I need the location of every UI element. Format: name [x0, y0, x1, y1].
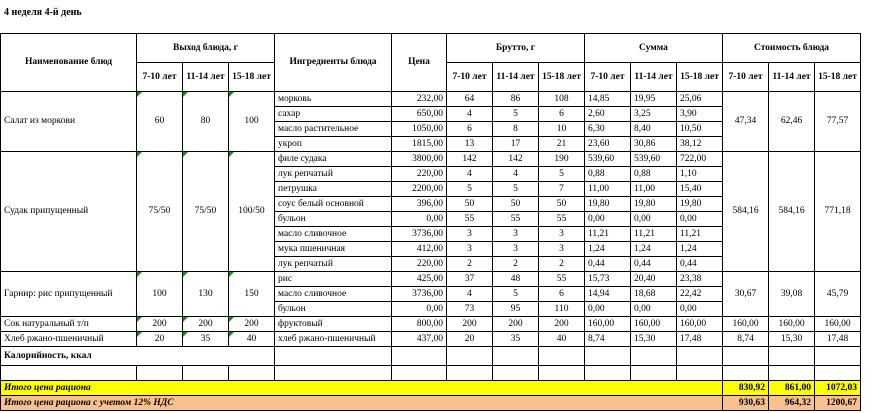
ingredient-brutto: 50 [447, 197, 493, 212]
ingredient-brutto: 64 [447, 92, 493, 107]
dish-output: 35 [183, 332, 229, 347]
ingredient-sum: 30,86 [631, 137, 677, 152]
empty-cell [392, 366, 447, 381]
empty-cell [183, 366, 229, 381]
ingredient-brutto: 55 [493, 212, 539, 227]
ingredient-sum: 20,40 [631, 272, 677, 287]
ingredient-brutto: 200 [493, 317, 539, 332]
dish-output: 200 [229, 317, 275, 332]
empty-cell [769, 347, 815, 366]
ingredient-brutto: 3 [493, 227, 539, 242]
ingredient-name: сахар [275, 107, 392, 122]
age-header: 7-10 лет [585, 63, 631, 92]
ingredient-sum: 22,42 [677, 287, 723, 302]
ingredient-price: 232,00 [392, 92, 447, 107]
dish-cost: 584,16 [723, 152, 769, 272]
ingredient-brutto: 200 [447, 317, 493, 332]
total-value: 861,00 [769, 381, 815, 396]
age-header: 11-14 лет [631, 63, 677, 92]
ingredient-sum: 1,24 [677, 242, 723, 257]
ingredient-price: 1815,00 [392, 137, 447, 152]
ingredient-name: масло сливочное [275, 227, 392, 242]
ingredient-sum: 8,74 [585, 332, 631, 347]
empty-cell [275, 366, 392, 381]
ingredient-sum: 160,00 [677, 317, 723, 332]
ingredient-brutto: 4 [447, 167, 493, 182]
age-header: 15-18 лет [539, 63, 585, 92]
header-row-1 [1, 34, 861, 63]
ingredient-sum: 722,00 [677, 152, 723, 167]
dish-name: Хлеб ржано-пшеничный [1, 332, 137, 347]
ingredient-name: лук репчатый [275, 257, 392, 272]
dish-output: 100 [229, 92, 275, 152]
ingredient-brutto: 55 [539, 272, 585, 287]
ingredient-sum: 10,50 [677, 122, 723, 137]
ingredient-name: филе судака [275, 152, 392, 167]
ingredient-sum: 0,00 [631, 212, 677, 227]
dish-output: 100/50 [229, 152, 275, 272]
age-header: 7-10 лет [447, 63, 493, 92]
ingredient-brutto: 40 [539, 332, 585, 347]
ingredient-sum: 3,90 [677, 107, 723, 122]
dish-output: 100 [137, 272, 183, 317]
ingredient-brutto: 55 [447, 212, 493, 227]
dish-output: 80 [183, 92, 229, 152]
ingredient-price: 1050,00 [392, 122, 447, 137]
ingredient-brutto: 110 [539, 302, 585, 317]
ingredient-sum: 6,30 [585, 122, 631, 137]
empty-cell [447, 347, 493, 366]
ingredient-brutto: 55 [539, 212, 585, 227]
dish-name: Сок натуральный т/п [1, 317, 137, 332]
ingredient-brutto: 142 [493, 152, 539, 167]
menu-table [0, 33, 861, 411]
ingredient-sum: 19,80 [677, 197, 723, 212]
empty-cell [631, 347, 677, 366]
ingredient-brutto: 5 [493, 182, 539, 197]
ingredient-sum: 19,80 [631, 197, 677, 212]
ingredient-sum: 14,94 [585, 287, 631, 302]
total-value: 830,92 [723, 381, 769, 396]
table-row [1, 152, 861, 167]
empty-cell [539, 347, 585, 366]
ingredient-sum: 15,73 [585, 272, 631, 287]
dish-output: 75/50 [137, 152, 183, 272]
ingredient-brutto: 6 [447, 122, 493, 137]
ingredient-brutto: 5 [447, 182, 493, 197]
ingredient-sum: 0,00 [585, 302, 631, 317]
age-header: 15-18 лет [815, 63, 861, 92]
ingredient-sum: 0,88 [631, 167, 677, 182]
ingredient-sum: 38,12 [677, 137, 723, 152]
ingredient-sum: 23,38 [677, 272, 723, 287]
empty-cell [493, 366, 539, 381]
ingredient-price: 412,00 [392, 242, 447, 257]
ingredient-price: 220,00 [392, 167, 447, 182]
ingredient-price: 650,00 [392, 107, 447, 122]
ingredient-name: хлеб ржано-пшеничный [275, 332, 392, 347]
dish-cost: 62,46 [769, 92, 815, 152]
ingredient-sum: 160,00 [585, 317, 631, 332]
ingredient-brutto: 7 [539, 182, 585, 197]
empty-cell [631, 366, 677, 381]
ingredient-brutto: 50 [539, 197, 585, 212]
ingredient-brutto: 95 [493, 302, 539, 317]
ingredient-sum: 8,40 [631, 122, 677, 137]
ingredient-sum: 0,00 [677, 212, 723, 227]
total-value: 1200,67 [815, 396, 861, 411]
ingredient-sum: 0,88 [585, 167, 631, 182]
ingredient-sum: 0,44 [677, 257, 723, 272]
ingredient-brutto: 3 [493, 242, 539, 257]
empty-cell [723, 366, 769, 381]
ingredient-sum: 19,80 [585, 197, 631, 212]
empty-cell [137, 366, 183, 381]
ingredient-brutto: 10 [539, 122, 585, 137]
ingredient-name: масло сливочное [275, 287, 392, 302]
ingredient-sum: 23,60 [585, 137, 631, 152]
age-header: 15-18 лет [229, 63, 275, 92]
ingredient-name: петрушка [275, 182, 392, 197]
ingredient-brutto: 6 [539, 107, 585, 122]
ingredient-sum: 539,60 [585, 152, 631, 167]
ingredient-sum: 18,68 [631, 287, 677, 302]
header-brutto: Брутто, г [447, 34, 585, 63]
ingredient-brutto: 3 [539, 242, 585, 257]
ingredient-brutto: 20 [447, 332, 493, 347]
ingredient-brutto: 50 [493, 197, 539, 212]
ingredient-brutto: 8 [493, 122, 539, 137]
dish-output: 150 [229, 272, 275, 317]
ingredient-brutto: 2 [539, 257, 585, 272]
ingredient-price: 396,00 [392, 197, 447, 212]
table-body [1, 34, 861, 411]
ingredient-brutto: 21 [539, 137, 585, 152]
ingredient-brutto: 5 [493, 107, 539, 122]
ingredient-name: соус белый основной [275, 197, 392, 212]
dish-output: 75/50 [183, 152, 229, 272]
header-price: Цена [392, 34, 447, 92]
total-value: 930,63 [723, 396, 769, 411]
ingredient-sum: 1,10 [677, 167, 723, 182]
empty-cell [1, 366, 137, 381]
empty-cell [229, 366, 275, 381]
ingredient-brutto: 3 [539, 227, 585, 242]
ingredient-sum: 1,24 [631, 242, 677, 257]
ingredient-sum: 11,00 [631, 182, 677, 197]
ingredient-name: бульон [275, 302, 392, 317]
ingredient-brutto: 17 [493, 137, 539, 152]
sheet-title: 4 неделя 4-й день [4, 7, 82, 18]
empty-cell [585, 366, 631, 381]
ingredient-price: 2200,00 [392, 182, 447, 197]
ingredient-name: рис [275, 272, 392, 287]
header-cost: Стоимость блюда [723, 34, 861, 63]
ingredient-brutto: 4 [447, 287, 493, 302]
empty-cell [723, 347, 769, 366]
ingredient-sum: 11,21 [677, 227, 723, 242]
empty-cell [275, 347, 392, 366]
total-vat-row [1, 396, 861, 411]
ingredient-brutto: 4 [447, 107, 493, 122]
ingredient-price: 800,00 [392, 317, 447, 332]
ingredient-name: бульон [275, 212, 392, 227]
header-dish-name: Наименование блюд [1, 34, 137, 92]
age-header: 11-14 лет [183, 63, 229, 92]
ingredient-sum: 160,00 [631, 317, 677, 332]
ingredient-brutto: 5 [493, 287, 539, 302]
ingredient-name: масло растительное [275, 122, 392, 137]
ingredient-name: фруктовый [275, 317, 392, 332]
ingredient-price: 3736,00 [392, 287, 447, 302]
ingredient-sum: 0,00 [585, 212, 631, 227]
ingredient-brutto: 5 [539, 167, 585, 182]
empty-cell [493, 347, 539, 366]
ingredient-sum: 15,40 [677, 182, 723, 197]
total-label: Итого цена рациона с учетом 12% НДС [1, 396, 723, 411]
ingredient-brutto: 2 [447, 257, 493, 272]
ingredient-sum: 11,00 [585, 182, 631, 197]
ingredient-brutto: 142 [447, 152, 493, 167]
dish-cost: 47,34 [723, 92, 769, 152]
ingredient-price: 0,00 [392, 212, 447, 227]
dish-cost: 15,30 [769, 332, 815, 347]
ingredient-brutto: 35 [493, 332, 539, 347]
blank-row [1, 366, 861, 381]
ingredient-price: 425,00 [392, 272, 447, 287]
header-output: Выход блюда, г [137, 34, 275, 63]
ingredient-brutto: 200 [539, 317, 585, 332]
table-row [1, 332, 861, 347]
total-row [1, 381, 861, 396]
dish-cost: 160,00 [769, 317, 815, 332]
dish-cost: 77,57 [815, 92, 861, 152]
ingredient-brutto: 73 [447, 302, 493, 317]
dish-cost: 160,00 [815, 317, 861, 332]
ingredient-sum: 11,21 [631, 227, 677, 242]
ingredient-sum: 3,25 [631, 107, 677, 122]
dish-name: Салат из моркови [1, 92, 137, 152]
ingredient-price: 0,00 [392, 302, 447, 317]
age-header: 11-14 лет [493, 63, 539, 92]
ingredient-brutto: 108 [539, 92, 585, 107]
dish-output: 130 [183, 272, 229, 317]
ingredient-brutto: 4 [493, 167, 539, 182]
ingredient-name: мука пшеничная [275, 242, 392, 257]
dish-name: Судак припущенный [1, 152, 137, 272]
ingredient-price: 3800,00 [392, 152, 447, 167]
ingredient-sum: 1,24 [585, 242, 631, 257]
total-value: 1072,03 [815, 381, 861, 396]
ingredient-sum: 15,30 [631, 332, 677, 347]
total-label: Итого цена рациона [1, 381, 723, 396]
calories-row [1, 347, 861, 366]
dish-cost: 160,00 [723, 317, 769, 332]
dish-cost: 30,67 [723, 272, 769, 317]
dish-cost: 39,08 [769, 272, 815, 317]
dish-cost: 771,18 [815, 152, 861, 272]
empty-cell [539, 366, 585, 381]
dish-cost: 45,79 [815, 272, 861, 317]
empty-cell [815, 366, 861, 381]
age-header: 11-14 лет [769, 63, 815, 92]
ingredient-sum: 25,06 [677, 92, 723, 107]
dish-output: 200 [183, 317, 229, 332]
ingredient-name: лук репчатый [275, 167, 392, 182]
header-sum: Сумма [585, 34, 723, 63]
table-row [1, 92, 861, 107]
ingredient-brutto: 190 [539, 152, 585, 167]
empty-cell [585, 347, 631, 366]
ingredient-brutto: 3 [447, 227, 493, 242]
dish-output: 40 [229, 332, 275, 347]
dish-cost: 584,16 [769, 152, 815, 272]
ingredient-name: морковь [275, 92, 392, 107]
ingredient-name: укроп [275, 137, 392, 152]
age-header: 7-10 лет [137, 63, 183, 92]
ingredient-sum: 0,00 [677, 302, 723, 317]
dish-output: 200 [137, 317, 183, 332]
ingredient-sum: 14,85 [585, 92, 631, 107]
age-header: 15-18 лет [677, 63, 723, 92]
ingredient-sum: 0,00 [631, 302, 677, 317]
ingredient-sum: 539,60 [631, 152, 677, 167]
ingredient-sum: 19,95 [631, 92, 677, 107]
dish-output: 20 [137, 332, 183, 347]
ingredient-brutto: 6 [539, 287, 585, 302]
ingredient-brutto: 37 [447, 272, 493, 287]
ingredient-price: 3736,00 [392, 227, 447, 242]
ingredient-price: 437,00 [392, 332, 447, 347]
calories-label: Калорийность, ккал [1, 347, 275, 366]
dish-cost: 8,74 [723, 332, 769, 347]
ingredient-sum: 2,60 [585, 107, 631, 122]
empty-cell [677, 347, 723, 366]
ingredient-sum: 0,44 [585, 257, 631, 272]
age-header: 7-10 лет [723, 63, 769, 92]
header-ingredients: Ингредиенты блюда [275, 34, 392, 92]
ingredient-sum: 0,44 [631, 257, 677, 272]
table-row [1, 317, 861, 332]
empty-cell [769, 366, 815, 381]
ingredient-sum: 11,21 [585, 227, 631, 242]
table-row [1, 272, 861, 287]
ingredient-brutto: 3 [447, 242, 493, 257]
ingredient-brutto: 2 [493, 257, 539, 272]
empty-cell [392, 347, 447, 366]
dish-name: Гарнир: рис припущенный [1, 272, 137, 317]
total-value: 964,32 [769, 396, 815, 411]
empty-cell [677, 366, 723, 381]
empty-cell [815, 347, 861, 366]
ingredient-price: 220,00 [392, 257, 447, 272]
dish-cost: 17,48 [815, 332, 861, 347]
empty-cell [447, 366, 493, 381]
ingredient-sum: 17,48 [677, 332, 723, 347]
ingredient-brutto: 48 [493, 272, 539, 287]
ingredient-brutto: 86 [493, 92, 539, 107]
dish-output: 60 [137, 92, 183, 152]
ingredient-brutto: 13 [447, 137, 493, 152]
